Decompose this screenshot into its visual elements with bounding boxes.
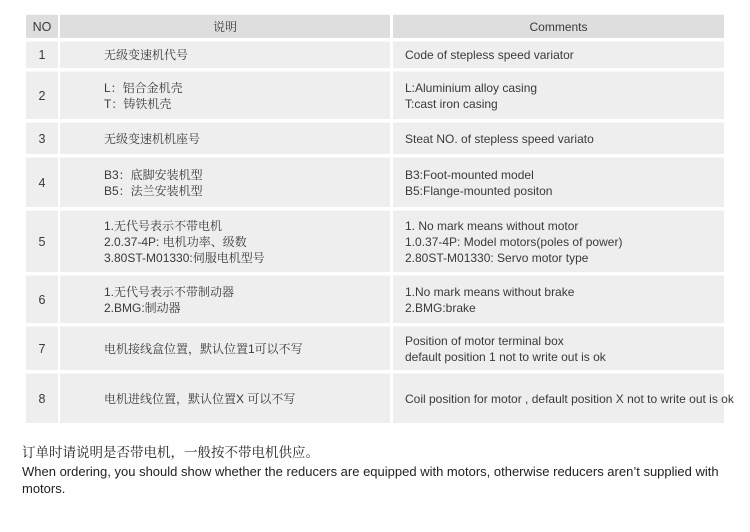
row-number: 2	[26, 71, 58, 119]
row-comment	[393, 71, 724, 119]
row-description	[60, 71, 390, 119]
row-comment	[393, 326, 724, 370]
ordering-note-english: When ordering, you should show whether the reducers are equipped with motors, otherwise reducers aren’t supplied with motors.	[22, 464, 719, 496]
description-line: 2.BMG:制动器	[104, 300, 181, 315]
row-comment	[393, 157, 724, 207]
header-no: NO	[26, 14, 58, 38]
comment-line: 1.No mark means without brake	[405, 284, 575, 299]
row-description	[60, 326, 390, 370]
description-line: 2.0.37-4P: 电机功率、级数	[104, 234, 247, 249]
comment-line: L:Aluminium alloy casing	[405, 80, 538, 95]
header-description: 说明	[60, 14, 390, 38]
table-row	[26, 326, 724, 370]
row-description	[60, 41, 390, 68]
row-description	[60, 157, 390, 207]
spec-table	[26, 14, 734, 426]
table-row	[26, 373, 734, 423]
description-line: 电机进线位置，默认位置X 可以不写	[104, 391, 296, 406]
description-line: B5：法兰安装机型	[104, 183, 203, 198]
description-line: B3：底脚安装机型	[104, 167, 203, 182]
comment-line: 1.0.37-4P: Model motors(poles of power)	[405, 234, 623, 249]
comment-line: 2.80ST-M01330: Servo motor type	[405, 250, 589, 265]
description-line: 1.无代号表示不带电机	[104, 218, 223, 233]
row-number: 5	[26, 210, 58, 272]
comment-line: B5:Flange-mounted positon	[405, 183, 553, 198]
row-comment	[393, 275, 724, 323]
table-row	[26, 122, 724, 154]
table-row	[26, 41, 724, 68]
comment-line: Code of stepless speed variator	[405, 48, 574, 62]
description-line: L：铝合金机壳	[104, 80, 183, 95]
row-comment	[393, 122, 724, 154]
row-comment	[393, 41, 724, 68]
comment-line: Coil position for motor , default position X not to write out is ok	[405, 391, 734, 406]
row-number: 7	[26, 326, 58, 370]
description-line: 无级变速机代号	[104, 48, 189, 62]
comment-line: B3:Foot-mounted model	[405, 167, 534, 182]
ordering-note	[22, 444, 732, 497]
comment-line: default position 1 not to write out is ok	[405, 349, 606, 364]
row-description	[60, 210, 390, 272]
description-line: 3.80ST-M01330:伺服电机型号	[104, 250, 265, 265]
row-number: 4	[26, 157, 58, 207]
table-row	[26, 157, 724, 207]
table-row	[26, 71, 724, 119]
comment-line: 2.BMG:brake	[405, 300, 476, 315]
table-header-row	[26, 14, 724, 38]
comment-line: Steat NO. of stepless speed variato	[405, 131, 594, 146]
comment-line: Position of motor terminal box	[405, 333, 564, 348]
description-line: T：铸铁机壳	[104, 96, 172, 111]
row-description	[60, 275, 390, 323]
row-comment	[393, 210, 724, 272]
description-line: 无级变速机机座号	[104, 131, 201, 146]
row-number: 1	[26, 41, 58, 68]
row-number: 3	[26, 122, 58, 154]
row-number: 8	[26, 373, 58, 423]
row-description	[60, 373, 390, 423]
comment-line: 1. No mark means without motor	[405, 218, 579, 233]
description-line: 电机接线盒位置，默认位置1可以不写	[104, 341, 303, 356]
table-row	[26, 275, 724, 323]
description-line: 1.无代号表示不带制动器	[104, 284, 235, 299]
row-description	[60, 122, 390, 154]
header-comments: Comments	[393, 14, 724, 38]
table-row	[26, 210, 724, 272]
ordering-note-chinese: 订单时请说明是否带电机，一般按不带电机供应。	[22, 445, 319, 460]
comment-line: T:cast iron casing	[405, 96, 498, 111]
row-number: 6	[26, 275, 58, 323]
row-comment	[393, 373, 734, 423]
